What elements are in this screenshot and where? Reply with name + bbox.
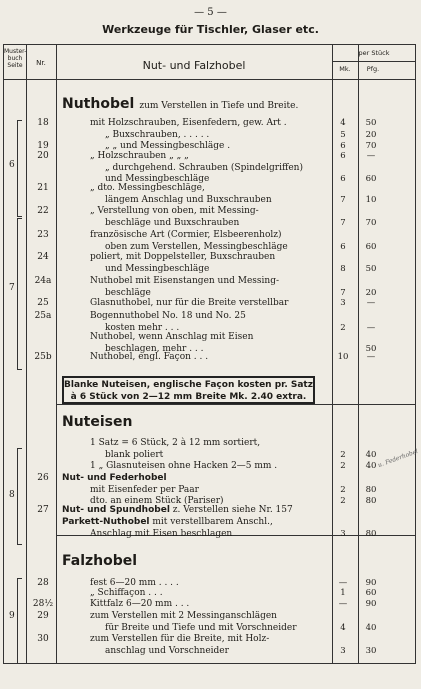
price-mark: 7: [340, 194, 346, 205]
running-title: Werkzeuge für Tischler, Glaser etc.: [102, 23, 319, 36]
price-pfennig: 90: [365, 599, 377, 609]
price-pfennig: 80: [365, 496, 377, 506]
item-description: „ durchgehend. Schrauben (Spindelgriffen): [105, 162, 303, 173]
price-mark: 2: [340, 496, 346, 506]
item-description: und Messingbeschläge: [105, 263, 210, 274]
price-mark: 4: [340, 118, 346, 128]
row-number: 28½: [32, 599, 54, 609]
price-mark: 4: [340, 622, 346, 633]
price-pfennig: 50: [365, 263, 377, 274]
item-name-bold: Nut- und Spundhobel z. Verstellen siehe Nr. 157: [62, 505, 293, 515]
item-description: „ Holzschrauben „ „ „: [90, 151, 189, 161]
item-description: oben zum Verstellen, Messingbeschläge: [105, 241, 288, 252]
item-description: 1 Satz = 6 Stück, 2 à 12 mm sortiert,: [90, 438, 261, 448]
section-title-falzhobel: Falzhobel: [62, 553, 138, 569]
row-number: 22: [37, 206, 49, 216]
item-description: 1 „ Glasnuteisen ohne Hacken 2—5 mm .: [90, 461, 278, 471]
item-description: „ dto. Messingbeschläge,: [90, 183, 205, 193]
price-pfennig: 70: [365, 217, 377, 228]
item-description: Nuthobel, wenn Anschlag mit Eisen: [90, 332, 254, 342]
page-number: — 5 —: [194, 7, 227, 18]
price-mark: 3: [340, 298, 346, 308]
price-pfennig: 50: [365, 343, 377, 354]
price-mark: 3: [340, 528, 346, 539]
section-title-nuteisen: Nuteisen: [62, 414, 133, 430]
muster-page: 8: [9, 490, 15, 500]
item-description: beschläge und Buxschrauben: [105, 217, 240, 228]
price-pfennig: 20: [365, 129, 377, 140]
price-pfennig: 30: [365, 645, 377, 656]
item-description: Nuthobel mit Eisenstangen und Messing-: [90, 276, 280, 286]
price-pfennig: 90: [365, 578, 377, 588]
item-description: Glasnuthobel, nur für die Breite verstellbar: [90, 298, 289, 308]
item-description: „ Buxschrauben, . . . . .: [105, 129, 210, 140]
item-description: französische Art (Cormier, Elsbeerenholz): [90, 230, 282, 240]
price-mark: 6: [340, 241, 346, 252]
item-description: blank poliert: [105, 449, 164, 460]
price-pfennig: 60: [365, 174, 377, 184]
nr-header: Nr.: [36, 59, 46, 67]
price-pfennig: 40: [365, 449, 377, 460]
price-header: per Stück: [358, 49, 390, 57]
row-number: 21: [37, 183, 49, 193]
price-mark: 2: [340, 322, 346, 333]
price-mark: —: [338, 599, 348, 609]
row-number: 23: [37, 230, 49, 240]
price-pfennig: 50: [365, 118, 377, 128]
item-name-bold: Parkett-Nuthobel mit verstellbarem Anschl.,: [62, 517, 273, 527]
item-description: anschlag und Vorschneider: [105, 645, 229, 656]
row-number: 25b: [34, 352, 52, 362]
row-number: 27: [37, 505, 49, 515]
price-mark: 5: [340, 129, 346, 140]
price-pfennig: —: [366, 151, 376, 161]
muster-header: Muster-buch Seite: [4, 48, 27, 69]
price-pfennig: 80: [365, 484, 377, 495]
item-description: Nuthobel, engl. Façon . . .: [90, 352, 209, 362]
price-pfennig: 60: [365, 588, 377, 598]
item-description: „ „ und Messingbeschläge .: [105, 141, 231, 151]
price-mark: 6: [340, 141, 346, 151]
section-heading-nuthobel: [62, 93, 298, 112]
item-description: poliert, mit Doppelsteller, Buxschrauben: [90, 252, 276, 262]
mk-header: Mk.: [339, 65, 351, 73]
item-description: längem Anschlag und Buxschrauben: [105, 194, 272, 205]
muster-page: 6: [9, 160, 15, 170]
price-mark: 2: [340, 461, 346, 471]
row-number: 24a: [34, 276, 52, 286]
item-description: Bogennuthobel No. 18 und No. 25: [90, 311, 246, 321]
price-pfennig: 60: [365, 241, 377, 252]
boxed-note: [62, 376, 315, 404]
price-mark: 2: [340, 484, 346, 495]
price-pfennig: —: [366, 298, 376, 308]
price-mark: 10: [337, 352, 349, 362]
row-number: 25a: [34, 311, 52, 321]
muster-page: 7: [9, 283, 15, 293]
item-description: für Breite und Tiefe und mit Vorschneider: [105, 622, 297, 633]
section-title: Nuthobel: [62, 96, 135, 112]
price-mark: 8: [340, 263, 346, 274]
price-mark: 6: [340, 174, 346, 184]
item-description: Anschlag mit Eisen beschlagen: [90, 528, 233, 539]
price-pfennig: —: [366, 322, 376, 333]
box-note-line: à 6 Stück von 2—12 mm Breite Mk. 2.40 extra.: [70, 392, 307, 402]
price-mark: 3: [340, 645, 346, 656]
item-description: beschläge: [105, 287, 151, 298]
item-description: mit Eisenfeder per Paar: [90, 484, 199, 495]
price-pfennig: —: [366, 352, 376, 362]
price-mark: 2: [340, 449, 346, 460]
muster-page: 9: [9, 611, 15, 621]
price-mark: 7: [340, 287, 346, 298]
item-description: „ Schiffaçon . . .: [90, 588, 163, 598]
item-name-rest: mit verstellbarem Anschl.,: [149, 517, 273, 527]
item-description: fest 6—20 mm . . . .: [90, 578, 179, 588]
row-number: 30: [37, 634, 49, 644]
price-mark: 1: [340, 588, 346, 598]
section-subtitle: zum Verstellen in Tiefe und Breite.: [139, 101, 299, 111]
price-pfennig: 10: [365, 194, 377, 205]
price-pfennig: 40: [365, 622, 377, 633]
price-mark: —: [338, 578, 348, 588]
item-description: beschlagen, mehr . . .: [105, 343, 204, 354]
price-pfennig: 40: [365, 461, 377, 471]
price-pfennig: 70: [365, 141, 377, 151]
row-number: 28: [37, 578, 49, 588]
item-name-bold: Nut- und Federhobel: [62, 473, 167, 483]
item-description: und Messingbeschläge: [105, 174, 210, 184]
row-number: 19: [37, 141, 49, 151]
item-description: Kittfalz 6—20 mm . . .: [90, 599, 190, 609]
price-mark: 7: [340, 217, 346, 228]
row-number: 24: [37, 252, 49, 262]
row-number: 29: [37, 611, 49, 621]
item-name-rest: z. Verstellen siehe Nr. 157: [169, 505, 293, 515]
price-mark: 6: [340, 151, 346, 161]
row-number: 26: [37, 473, 49, 483]
handwritten-margin-note: u. Federhobel: [377, 448, 420, 469]
item-description: kosten mehr . . .: [105, 322, 180, 333]
item-description: zum Verstellen mit 2 Messinganschlägen: [90, 611, 277, 621]
item-description: dto. an einem Stück (Pariser): [90, 496, 224, 506]
row-number: 20: [37, 151, 49, 161]
item-description: mit Holzschrauben, Eisenfedern, gew. Art .: [90, 118, 287, 128]
item-description: zum Verstellen für die Breite, mit Holz-: [90, 634, 270, 644]
row-number: 25: [37, 298, 49, 308]
box-note-line: Blanke Nuteisen, englische Façon kosten pr. Satz: [64, 380, 313, 390]
price-pfennig: 20: [365, 287, 377, 298]
table-title: Nut- und Falzhobel: [142, 59, 246, 72]
row-number: 18: [37, 118, 49, 128]
item-description: „ Verstellung von oben, mit Messing-: [90, 206, 259, 216]
pfg-header: Pfg.: [366, 65, 380, 73]
price-pfennig: 80: [365, 528, 377, 539]
